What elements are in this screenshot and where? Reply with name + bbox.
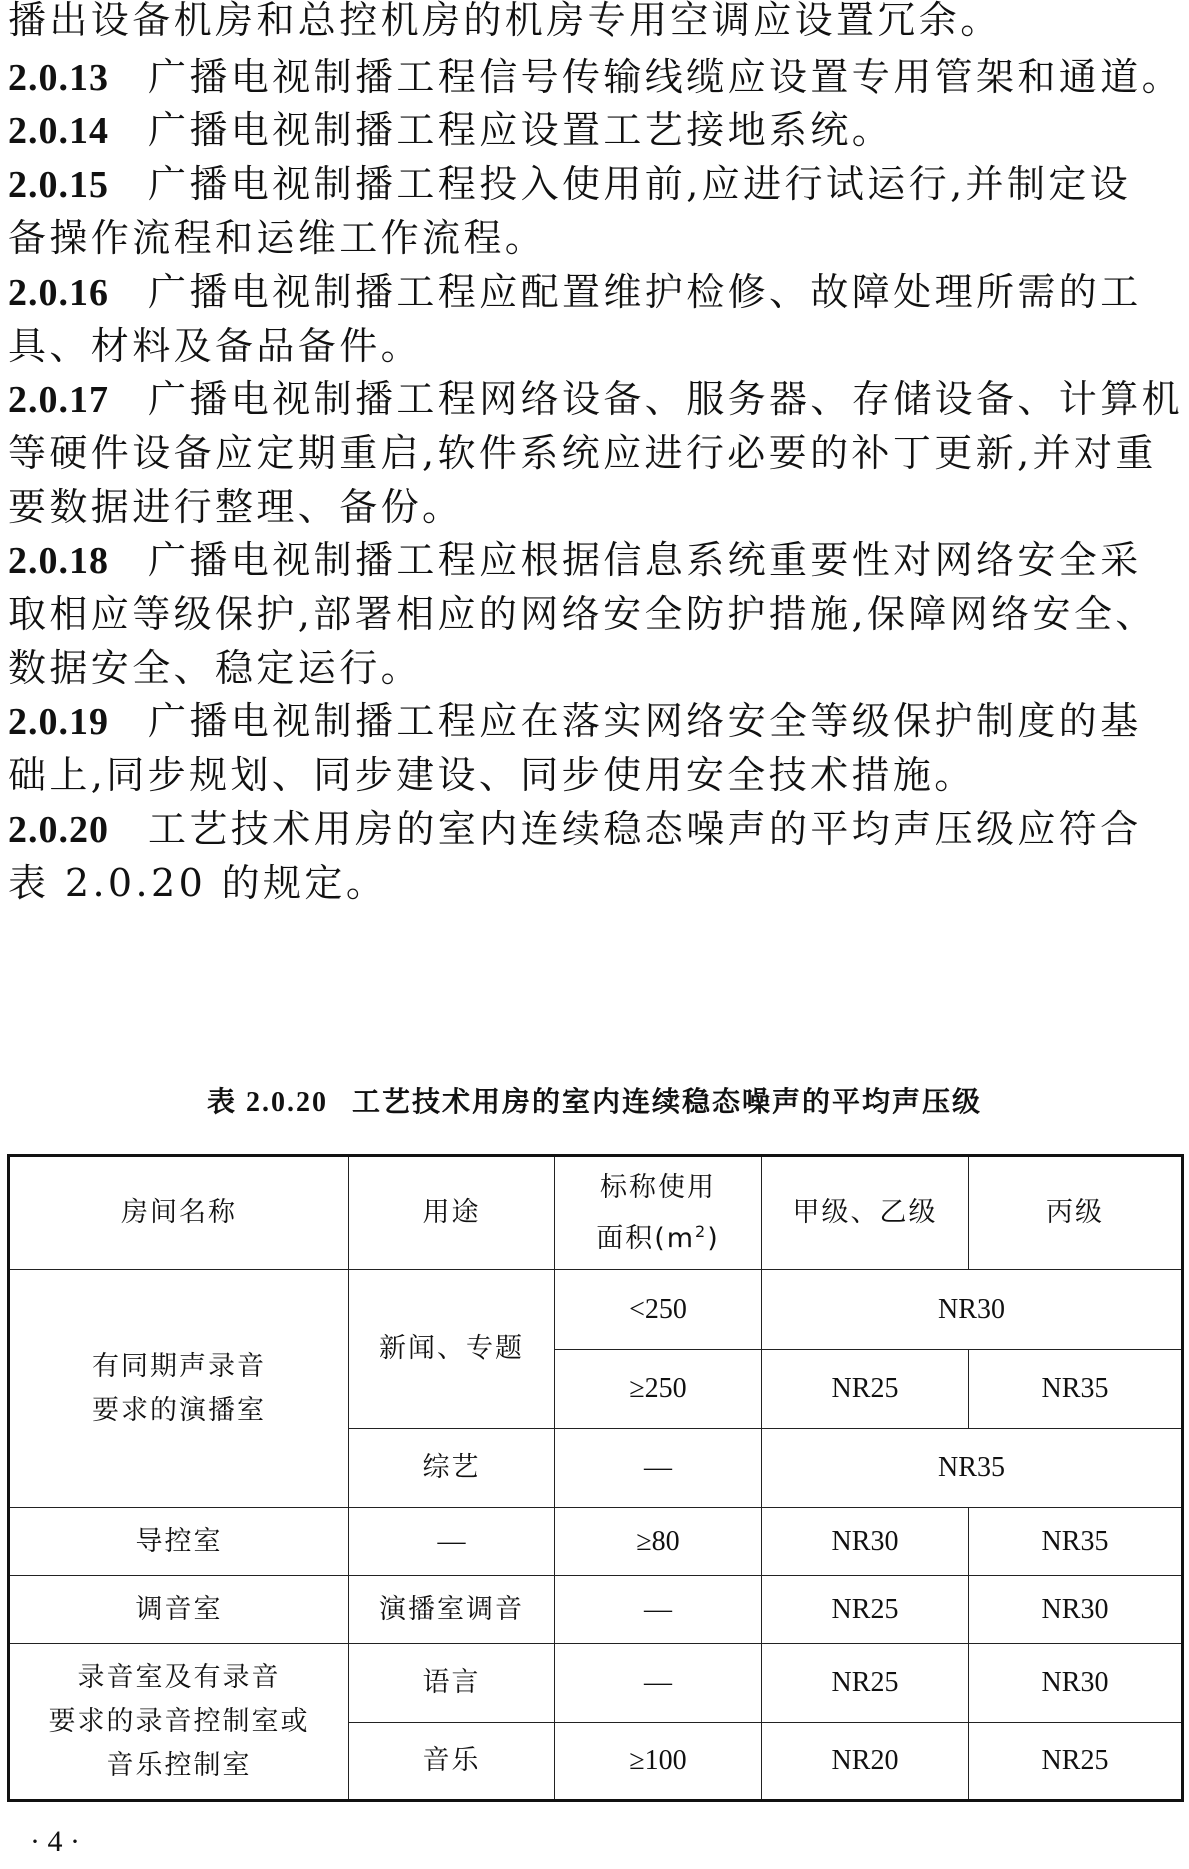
clause-number: 2.0.14	[8, 110, 109, 152]
table-caption	[0, 1082, 1189, 1123]
room-mixing: 调音室	[9, 1576, 349, 1644]
clause-text: 广播电视制播工程应在落实网络安全等级保护制度的基	[148, 699, 1142, 743]
use-speech: 语言	[349, 1644, 555, 1723]
noise-cell: NR35	[762, 1429, 1183, 1508]
area-cell: ≥100	[555, 1723, 762, 1801]
line-text: 备操作流程和运维工作流程。	[8, 216, 547, 260]
clause-number: 2.0.18	[8, 540, 109, 582]
area-cell: <250	[555, 1270, 762, 1350]
header-area-line2	[561, 1210, 755, 1261]
line-text: 取相应等级保护,部署相应的网络安全防护措施,保障网络安全、	[8, 592, 1157, 636]
line-text: 要数据进行整理、备份。	[8, 485, 464, 529]
header-area-unit: 面积(m	[596, 1222, 696, 1254]
area-cell: —	[555, 1429, 762, 1508]
clause-text: 广播电视制播工程应配置维护检修、故障处理所需的工	[148, 270, 1142, 314]
use-cell: —	[349, 1508, 555, 1576]
clause-number: 2.0.17	[8, 379, 109, 421]
header-area-close: )	[707, 1222, 720, 1254]
noise-cell-ab: NR30	[762, 1508, 969, 1576]
use-music: 音乐	[349, 1723, 555, 1801]
header-grade-ab: 甲级、乙级	[762, 1156, 969, 1270]
clause-text: 广播电视制播工程投入使用前,应进行试运行,并制定设	[148, 162, 1132, 206]
noise-cell-ab: NR20	[762, 1723, 969, 1801]
table-number: 表 2.0.20	[206, 1087, 328, 1118]
room-line: 音乐控制室	[106, 1749, 252, 1781]
table-title: 工艺技术用房的室内连续稳态噪声的平均声压级	[352, 1085, 983, 1118]
noise-cell-ab: NR25	[762, 1644, 969, 1723]
use-cell: 演播室调音	[349, 1576, 555, 1644]
table-row	[9, 1270, 1183, 1350]
line-text: 等硬件设备应定期重启,软件系统应进行必要的补丁更新,并对重	[8, 431, 1157, 475]
header-room-name: 房间名称	[9, 1156, 349, 1270]
use-variety: 综艺	[349, 1429, 555, 1508]
line-text: 播出设备机房和总控机房的机房专用空调应设置冗余。	[8, 0, 1002, 42]
area-cell: ≥80	[555, 1508, 762, 1576]
clause-text: 广播电视制播工程信号传输线缆应设置专用管架和通道。	[148, 55, 1184, 99]
noise-cell-ab: NR25	[762, 1350, 969, 1429]
line-text: 础上,同步规划、同步建设、同步使用安全技术措施。	[8, 753, 976, 797]
room-line: 有同期声录音	[92, 1350, 266, 1382]
clause-number: 2.0.19	[8, 701, 109, 743]
page-number: · 4 ·	[30, 1825, 80, 1858]
line-text: 具、材料及备品备件。	[8, 324, 423, 368]
table-row	[9, 1576, 1183, 1644]
noise-cell-c: NR35	[969, 1508, 1183, 1576]
room-studio-sync	[9, 1270, 349, 1508]
text-line	[8, 851, 387, 915]
noise-cell-ab: NR25	[762, 1576, 969, 1644]
header-area-sup: 2	[695, 1221, 708, 1241]
table-row	[9, 1644, 1183, 1723]
table-row	[9, 1508, 1183, 1576]
header-use: 用途	[349, 1156, 555, 1270]
room-line: 录音室及有录音	[77, 1661, 281, 1693]
area-cell: —	[555, 1644, 762, 1723]
clause-number: 2.0.15	[8, 164, 109, 206]
header-area	[555, 1156, 762, 1270]
noise-cell-c: NR25	[969, 1723, 1183, 1801]
clause-number: 2.0.20	[8, 809, 109, 851]
clause-number: 2.0.16	[8, 272, 109, 314]
header-grade-c: 丙级	[969, 1156, 1183, 1270]
clause-number: 2.0.13	[8, 57, 109, 99]
noise-cell-c: NR30	[969, 1576, 1183, 1644]
clause-text: 工艺技术用房的室内连续稳态噪声的平均声压级应符合	[148, 807, 1142, 851]
area-cell: ≥250	[555, 1350, 762, 1429]
room-director: 导控室	[9, 1508, 349, 1576]
clause-text: 广播电视制播工程应设置工艺接地系统。	[148, 108, 894, 152]
line-text: 数据安全、稳定运行。	[8, 646, 423, 690]
noise-level-table	[7, 1154, 1184, 1802]
clause-text: 广播电视制播工程应根据信息系统重要性对网络安全采	[148, 538, 1142, 582]
table-header-row	[9, 1156, 1183, 1270]
noise-cell: NR30	[762, 1270, 1183, 1350]
noise-cell-c: NR30	[969, 1644, 1183, 1723]
noise-cell-c: NR35	[969, 1350, 1183, 1429]
use-news: 新闻、专题	[349, 1270, 555, 1429]
room-recording	[9, 1644, 349, 1801]
area-cell: —	[555, 1576, 762, 1644]
room-line: 要求的录音控制室或	[48, 1705, 310, 1737]
clause-text: 广播电视制播工程网络设备、服务器、存储设备、计算机	[148, 377, 1184, 421]
line-text: 表 2.0.20 的规定。	[8, 861, 388, 905]
room-line: 要求的演播室	[92, 1394, 266, 1426]
header-area-line1: 标称使用	[600, 1171, 716, 1203]
